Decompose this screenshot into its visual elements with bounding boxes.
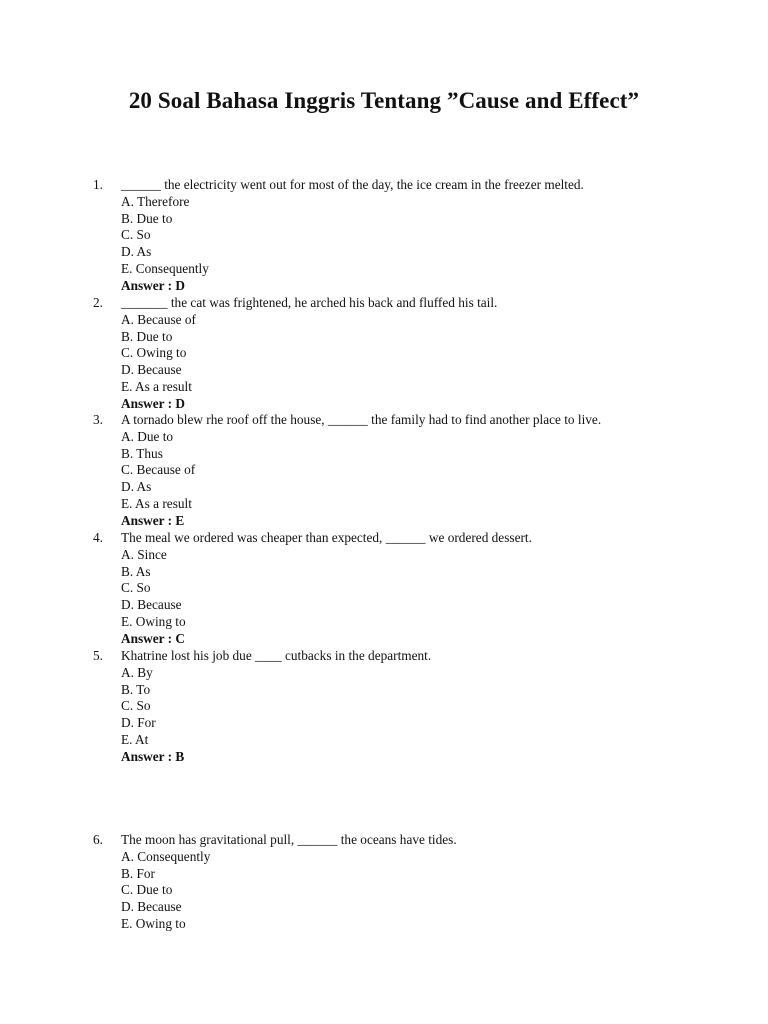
option-b: B. Thus: [121, 445, 163, 461]
option-b: B. Due to: [121, 328, 173, 344]
answer-key: Answer : D: [121, 395, 186, 411]
question-stem: The meal we ordered was cheaper than expected, ______ we ordered dessert.: [121, 530, 532, 545]
option-e: E. As a result: [121, 495, 192, 511]
option-b: B. To: [121, 681, 151, 697]
option-d: D. As: [121, 479, 152, 495]
question-1: [93, 177, 733, 295]
option-c: C. Due to: [121, 882, 173, 898]
answer-key: Answer : C: [121, 630, 186, 646]
option-d: D. Because: [121, 597, 182, 613]
question-number: 4.: [93, 530, 103, 545]
option-a: A. Consequently: [121, 848, 211, 864]
option-a: A. Since: [121, 546, 167, 562]
option-e: E. As a result: [121, 378, 192, 394]
answer-key: Answer : B: [121, 748, 185, 764]
option-c: C. So: [121, 698, 151, 714]
question-stem: Khatrine lost his job due ____ cutbacks in the department.: [121, 648, 432, 663]
option-d: D. Because: [121, 899, 182, 915]
option-c: C. Because of: [121, 462, 196, 478]
option-e: E. Owing to: [121, 613, 186, 629]
option-e: E. Owing to: [121, 915, 186, 931]
option-c: C. Owing to: [121, 345, 187, 361]
option-b: B. For: [121, 865, 155, 881]
option-d: D. As: [121, 244, 152, 260]
option-e: E. Consequently: [121, 260, 209, 276]
option-e: E. At: [121, 731, 149, 747]
question-6: [93, 832, 733, 933]
question-stem: _______ the cat was frightened, he arched his back and fluffed his tail.: [121, 295, 498, 310]
option-a: A. Due to: [121, 428, 174, 444]
question-2: [93, 295, 733, 413]
answer-key: Answer : E: [121, 512, 185, 528]
option-a: A. Therefore: [121, 193, 190, 209]
option-a: A. Because of: [121, 311, 196, 327]
question-stem: ______ the electricity went out for most of the day, the ice cream in the freezer melted.: [121, 177, 584, 192]
question-stem: The moon has gravitational pull, ______ the oceans have tides.: [121, 832, 457, 847]
question-number: 1.: [93, 177, 103, 192]
answer-key: Answer : D: [121, 277, 186, 293]
question-stem: A tornado blew rhe roof off the house, ______ the family had to find another place to live.: [121, 412, 602, 427]
option-d: D. For: [121, 715, 156, 731]
question-3: [93, 412, 733, 530]
option-c: C. So: [121, 580, 151, 596]
question-4: [93, 530, 733, 648]
question-number: 6.: [93, 832, 103, 847]
question-number: 2.: [93, 295, 103, 310]
option-a: A. By: [121, 664, 153, 680]
option-d: D. Because: [121, 362, 182, 378]
question-number: 5.: [93, 648, 103, 663]
option-b: B. As: [121, 563, 151, 579]
option-c: C. So: [121, 227, 151, 243]
document-title: 20 Soal Bahasa Inggris Tentang ”Cause and Effect”: [128, 88, 640, 113]
question-number: 3.: [93, 412, 103, 427]
question-5: [93, 648, 733, 766]
option-b: B. Due to: [121, 210, 173, 226]
